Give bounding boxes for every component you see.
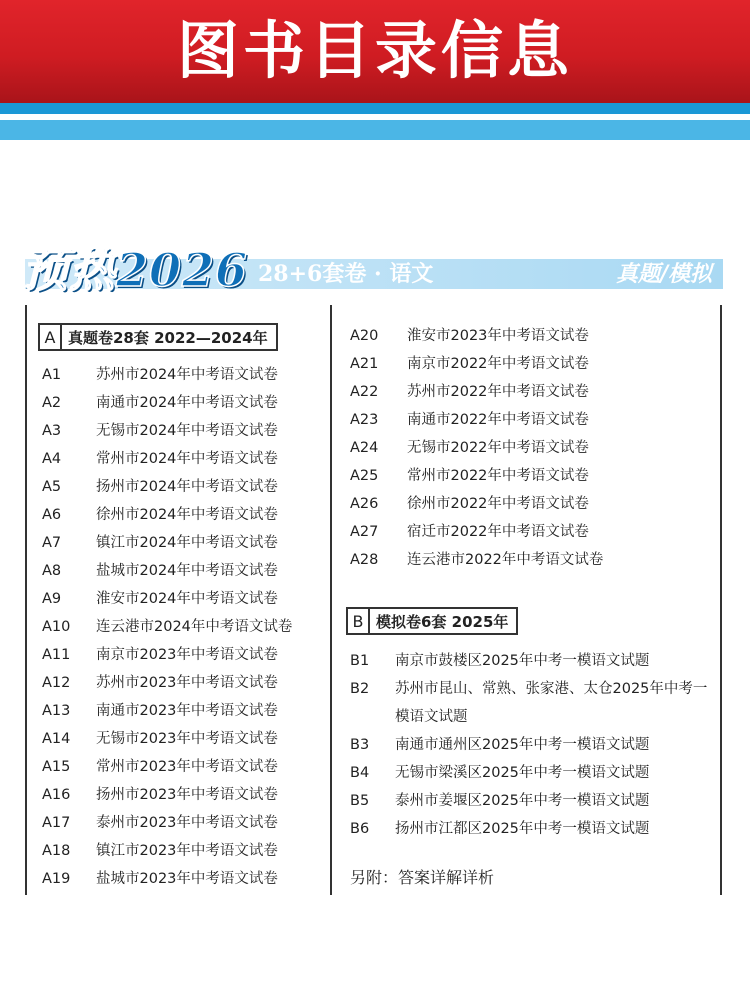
item-title: 南京市2023年中考语文试卷 xyxy=(96,647,278,663)
item-title: 苏州市2023年中考语文试卷 xyxy=(96,675,278,691)
item-code: A18 xyxy=(42,843,71,859)
toc-item[interactable] xyxy=(350,462,603,490)
item-code: A22 xyxy=(350,384,379,400)
item-title: 徐州市2022年中考语文试卷 xyxy=(407,496,589,512)
toc-item[interactable] xyxy=(42,473,292,501)
toc-item[interactable] xyxy=(42,809,292,837)
item-code: A20 xyxy=(350,328,379,344)
item-code: A6 xyxy=(42,507,62,523)
item-code: A1 xyxy=(42,367,62,383)
item-title: 南通市2023年中考语文试卷 xyxy=(96,703,278,719)
item-code: A27 xyxy=(350,524,379,540)
toc-item[interactable] xyxy=(42,445,292,473)
item-title: 镇江市2023年中考语文试卷 xyxy=(96,843,278,859)
toc-item[interactable] xyxy=(42,753,292,781)
toc-item[interactable] xyxy=(42,837,292,865)
item-title: 常州市2022年中考语文试卷 xyxy=(407,468,589,484)
item-title: 无锡市梁溪区2025年中考一模语文试题 xyxy=(395,765,650,781)
item-title: 扬州市2024年中考语文试卷 xyxy=(96,479,278,495)
banner-title: 图书目录信息 xyxy=(176,14,573,87)
item-code: A10 xyxy=(42,619,71,635)
item-code: A15 xyxy=(42,759,71,775)
banner-stripe-light xyxy=(0,120,750,140)
item-title: 淮安市2023年中考语文试卷 xyxy=(407,328,589,344)
item-title: 泰州市2023年中考语文试卷 xyxy=(96,815,278,831)
item-code: A23 xyxy=(350,412,379,428)
item-title: 连云港市2024年中考语文试卷 xyxy=(96,619,293,635)
toc-item[interactable] xyxy=(42,865,292,893)
toc-item[interactable] xyxy=(42,613,292,641)
item-title: 南京市2022年中考语文试卷 xyxy=(407,356,589,372)
toc-item[interactable] xyxy=(42,725,292,753)
item-title: 扬州市江都区2025年中考一模语文试题 xyxy=(395,821,650,837)
toc-list-a-right xyxy=(350,322,603,574)
item-code: B4 xyxy=(350,765,370,781)
item-code: A9 xyxy=(42,591,62,607)
item-code: A26 xyxy=(350,496,379,512)
toc-item[interactable] xyxy=(42,501,292,529)
item-code: A21 xyxy=(350,356,379,372)
toc-item[interactable] xyxy=(350,518,603,546)
toc-item[interactable] xyxy=(42,557,292,585)
item-code: A24 xyxy=(350,440,379,456)
item-code: A19 xyxy=(42,871,71,887)
toc-item[interactable] xyxy=(350,434,603,462)
item-code: A7 xyxy=(42,535,62,551)
item-code: B5 xyxy=(350,793,370,809)
item-title: 南通市2024年中考语文试卷 xyxy=(96,395,278,411)
toc-item[interactable] xyxy=(350,759,710,787)
toc-item[interactable] xyxy=(350,322,603,350)
series-logo-text: 预热2026 xyxy=(22,243,249,297)
item-code: A11 xyxy=(42,647,71,663)
item-title: 无锡市2023年中考语文试卷 xyxy=(96,731,278,747)
item-title: 镇江市2024年中考语文试卷 xyxy=(96,535,278,551)
toc-item[interactable] xyxy=(42,585,292,613)
item-title: 盐城市2023年中考语文试卷 xyxy=(96,871,278,887)
section-b-heading xyxy=(346,607,518,635)
toc-item[interactable] xyxy=(350,406,603,434)
item-title: 连云港市2022年中考语文试卷 xyxy=(407,552,604,568)
item-title: 扬州市2023年中考语文试卷 xyxy=(96,787,278,803)
toc-item[interactable] xyxy=(42,781,292,809)
column-rule-left xyxy=(25,305,27,895)
column-rule-right xyxy=(720,305,722,895)
item-title: 南通市2022年中考语文试卷 xyxy=(407,412,589,428)
item-title: 无锡市2024年中考语文试卷 xyxy=(96,423,278,439)
item-code: A17 xyxy=(42,815,71,831)
section-a-letter: A xyxy=(40,325,62,349)
top-banner xyxy=(0,0,750,103)
item-title: 常州市2023年中考语文试卷 xyxy=(96,759,278,775)
series-type-label: 真题/模拟 xyxy=(615,261,712,287)
item-code: A13 xyxy=(42,703,71,719)
toc-item[interactable] xyxy=(350,350,603,378)
section-b-label: 模拟卷6套 2025年 xyxy=(376,612,509,631)
item-title: 苏州市2022年中考语文试卷 xyxy=(407,384,589,400)
toc-item[interactable] xyxy=(350,378,603,406)
item-title: 淮安市2024年中考语文试卷 xyxy=(96,591,278,607)
banner-stripe-dark xyxy=(0,103,750,114)
item-title: 苏州市2024年中考语文试卷 xyxy=(96,367,278,383)
toc-list-b xyxy=(350,647,710,843)
item-title: 南通市通州区2025年中考一模语文试题 xyxy=(395,737,650,753)
item-title: 无锡市2022年中考语文试卷 xyxy=(407,440,589,456)
item-code: B3 xyxy=(350,737,370,753)
item-title: 泰州市姜堰区2025年中考一模语文试题 xyxy=(395,793,650,809)
toc-item[interactable] xyxy=(42,417,292,445)
appendix-note: 另附：答案详解详析 xyxy=(350,868,495,887)
section-a-heading xyxy=(38,323,278,351)
item-code: A5 xyxy=(42,479,62,495)
toc-item[interactable] xyxy=(350,546,603,574)
item-code: A16 xyxy=(42,787,71,803)
toc-item[interactable] xyxy=(350,731,710,759)
item-title: 常州市2024年中考语文试卷 xyxy=(96,451,278,467)
item-code: A4 xyxy=(42,451,62,467)
toc-item[interactable] xyxy=(42,529,292,557)
toc-item[interactable] xyxy=(42,361,292,389)
toc-item[interactable] xyxy=(42,697,292,725)
toc-item[interactable] xyxy=(350,675,710,731)
item-code: A12 xyxy=(42,675,71,691)
toc-item[interactable] xyxy=(42,641,292,669)
item-title: 南京市鼓楼区2025年中考一模语文试题 xyxy=(395,653,650,669)
item-title: 苏州市昆山、常熟、张家港、太仓2025年中考一模语文试题 xyxy=(395,681,708,725)
toc-list-a-left xyxy=(42,361,292,893)
item-code: A3 xyxy=(42,423,62,439)
item-title: 宿迁市2022年中考语文试卷 xyxy=(407,524,589,540)
toc-item[interactable] xyxy=(42,389,292,417)
item-code: B6 xyxy=(350,821,370,837)
item-title: 盐城市2024年中考语文试卷 xyxy=(96,563,278,579)
series-subtitle: 28+6套卷 · 语文 xyxy=(258,261,434,287)
item-code: A8 xyxy=(42,563,62,579)
section-b-letter: B xyxy=(348,609,370,633)
item-code: A25 xyxy=(350,468,379,484)
toc-item[interactable] xyxy=(350,647,710,675)
item-code: B2 xyxy=(350,681,370,697)
toc-item[interactable] xyxy=(42,669,292,697)
toc-item[interactable] xyxy=(350,815,710,843)
toc-item[interactable] xyxy=(350,787,710,815)
section-a-label: 真题卷28套 2022—2024年 xyxy=(68,328,268,347)
item-code: A28 xyxy=(350,552,379,568)
toc-item[interactable] xyxy=(350,490,603,518)
item-code: B1 xyxy=(350,653,370,669)
item-code: A2 xyxy=(42,395,62,411)
column-rule-middle xyxy=(330,305,332,895)
item-code: A14 xyxy=(42,731,71,747)
item-title: 徐州市2024年中考语文试卷 xyxy=(96,507,278,523)
